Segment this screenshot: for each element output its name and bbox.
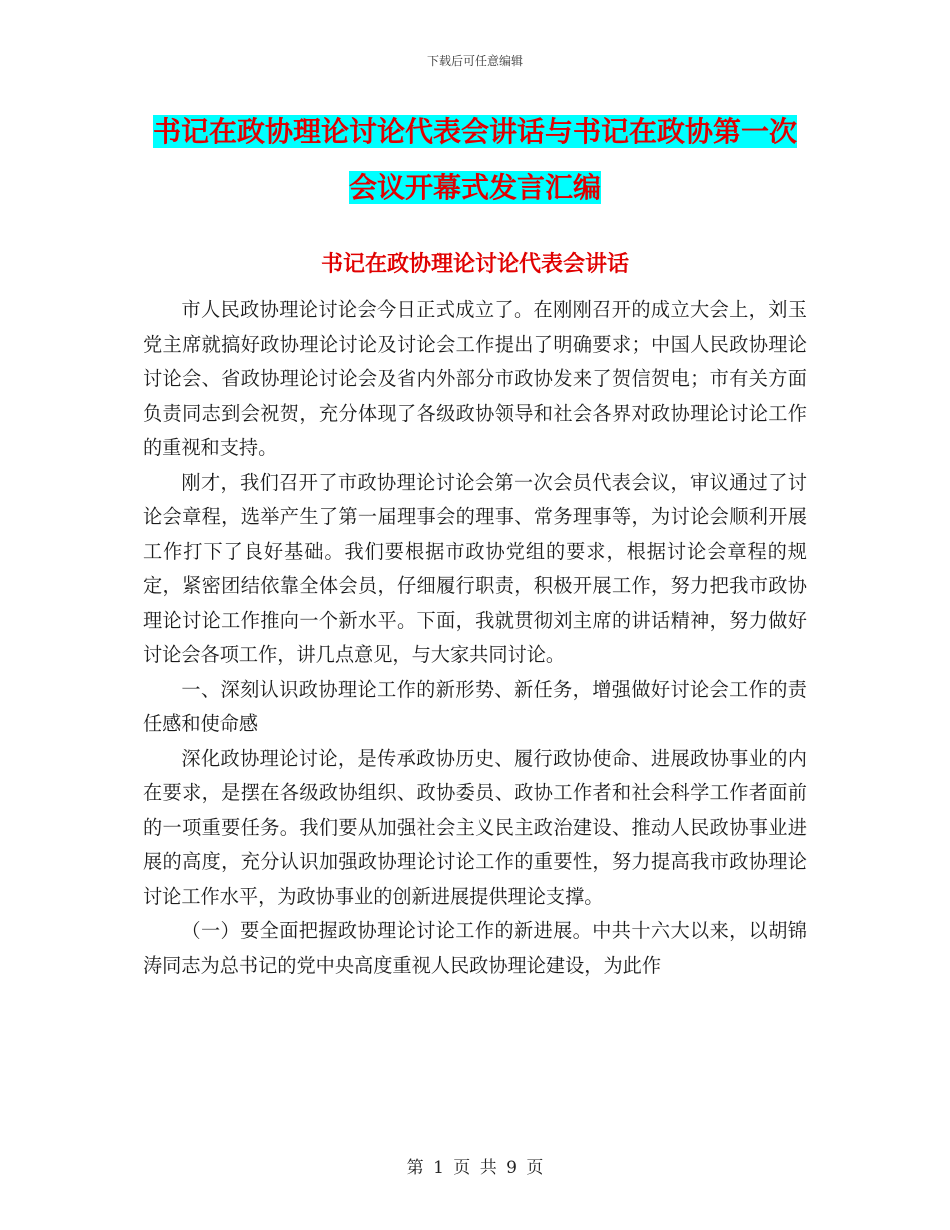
section-title: 书记在政协理论讨论代表会讲话 [320,252,629,277]
document-title-line-2: 会议开幕式发言汇编 [348,171,601,204]
document-body [143,293,807,983]
paragraph-4: 深化政协理论讨论，是传承政协历史、履行政协使命、进展政协事业的内在要求，是摆在各级政协组织、政协委员、政协工作者和社会科学工作者面前的一项重要任务。我们要从加强社会主义民主政治建设、推动人民政协事业进展的高度，充分认识加强政协理论讨论工作的重要性，努力提高我市政协理论讨论工作水平，为政协事业的创新进展提供理论支撑。 [143,746,807,908]
page-footer: 第 1 页 共 9 页 [406,1158,544,1178]
paragraph-3-heading: 一、深刻认识政协理论工作的新形势、新任务，增强做好讨论会工作的责任感和使命感 [143,677,807,735]
paragraph-1: 市人民政协理论讨论会今日正式成立了。在刚刚召开的成立大会上，刘玉党主席就搞好政协理论讨论及讨论会工作提出了明确要求；中国人民政协理论讨论会、省政协理论讨论会及省内外部分市政协发来了贺信贺电；市有关方面负责同志到会祝贺，充分体现了各级政协领导和社会各界对政协理论讨论工作的重视和支持。 [143,298,807,459]
page-header-note: 下载后可任意编辑 [426,54,523,68]
document-title-line-1: 书记在政协理论讨论代表会讲话与书记在政协第一次 [152,115,797,148]
document-title [150,104,800,216]
paragraph-2: 刚才，我们召开了市政协理论讨论会第一次会员代表会议，审议通过了讨论会章程，选举产生了第一届理事会的理事、常务理事等，为讨论会顺利开展工作打下了良好基础。我们要根据市政协党组的要求，根据讨论会章程的规定，紧密团结依靠全体会员，仔细履行职责，积极开展工作，努力把我市政协理论讨论工作推向一个新水平。下面，我就贯彻刘主席的讲话精神，努力做好讨论会各项工作，讲几点意见，与大家共同讨论。 [143,470,807,666]
paragraph-5: （一）要全面把握政协理论讨论工作的新进展。中共十六大以来，以胡锦涛同志为总书记的党中央高度重视人民政协理论建设，为此作 [143,919,807,977]
